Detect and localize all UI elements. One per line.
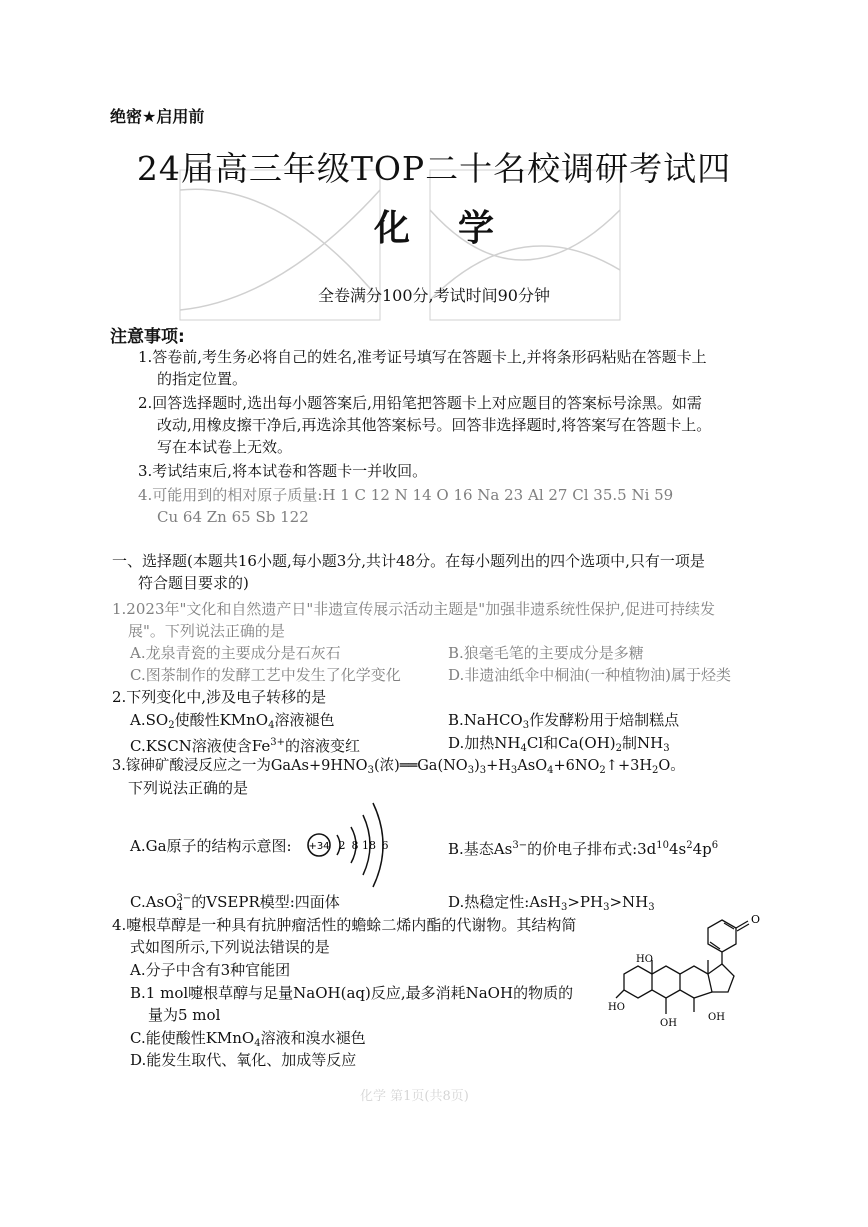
ring-d <box>708 964 734 992</box>
notice-title: 注意事项: <box>110 327 185 347</box>
q1-option-d: D.非遗油纸伞中桐油(一种植物油)属于烃类 <box>448 666 731 684</box>
ring-c <box>680 966 712 998</box>
carbonyl-o-label: O <box>751 913 761 926</box>
q2-option-c: C.KSCN溶液使含$Fe^{3+}$的溶液变红 <box>130 737 361 755</box>
q1-option-c: C.图茶制作的发酵工艺中发生了化学变化 <box>130 666 401 684</box>
section-heading-line-1: 一、选择题(本题共16小题,每小题3分,共计48分。在每小题列出的四个选项中,只有一项是 <box>112 552 705 570</box>
q1-stem-line-1: 1.2023年"文化和自然遗产日"非遗宣传展示活动主题是"加强非遗系统性保护,促进可持续发 <box>112 600 715 618</box>
q1-option-b: B.狼毫毛笔的主要成分是多糖 <box>448 644 644 662</box>
q2-option-a: $A.SO_2$使酸性KMnO$_4$溶液褪色 <box>130 711 335 731</box>
notice-line-4: 改动,用橡皮擦干净后,再选涂其他答案标号。回答非选择题时,将答案写在答题卡上。 <box>157 416 712 434</box>
ring-b <box>652 966 680 998</box>
q4-option-b-line-1: B.1 mol嚏根草醇与足量NaOH(aq)反应,最多消耗NaOH的物质的 <box>130 984 574 1002</box>
notice-line-5: 写在本试卷上无效。 <box>157 438 293 456</box>
shell-count-3: 18 <box>362 839 376 852</box>
hydroxy-label-1: HO <box>636 954 653 965</box>
q2-stem: 2.下列变化中,涉及电子转移的是 <box>112 688 327 706</box>
notice-line-1: 1.答卷前,考生务必将自己的姓名,准考证号填写在答题卡上,并将条形码粘贴在答题卡上 <box>138 348 707 366</box>
notice-line-2: 的指定位置。 <box>157 370 248 388</box>
hellebrigenol-structure-diagram <box>608 908 783 1048</box>
ga-atom-structure-diagram <box>305 795 405 895</box>
q4-stem-line-2: 式如图所示,下列说法错误的是 <box>130 938 330 956</box>
section-heading-line-2: 符合题目要求的) <box>138 574 249 592</box>
hydroxy-label-4: OH <box>660 1018 677 1029</box>
q3-option-c: C.AsO3− 4 的VSEPR模型:四面体 <box>130 893 340 913</box>
lactone-ring <box>708 920 736 952</box>
ring-a <box>624 966 652 998</box>
subject-title: 化学 <box>373 208 542 249</box>
q4-option-b-line-2: 量为5 mol <box>148 1006 221 1024</box>
q2-option-b: B.NaHCO$_3$作发酵粉用于焙制糕点 <box>448 711 680 731</box>
shell-count-4: 6 <box>381 839 389 852</box>
q4-option-a: A.分子中含有3种官能团 <box>130 961 291 979</box>
notice-line-7: 4.可能用到的相对原子质量:H 1 C 12 N 14 O 16 Na 23 Al 27 Cl 35.5 Ni 59 <box>138 486 674 504</box>
exam-title: 24届高三年级TOP二十名校调研考试四 <box>136 149 732 188</box>
q4-option-c: C.能使酸性KMnO$_4$溶液和溴水褪色 <box>130 1029 366 1049</box>
q3-stem-line-1: 3.镓砷矿酸浸反应之一为$GaAs+9HNO_3$(浓)$══Ga(NO_3)_3+H_3AsO_4+6NO_2↑+3H_2O$。 <box>112 758 685 776</box>
notice-line-3: 2.回答选择题时,选出每小题答案后,用铅笔把答题卡上对应题目的答案标号涂黑。如需 <box>138 394 702 412</box>
page-footer: 化学 第1页(共8页) <box>360 1089 469 1104</box>
q3-stem-line-2: 下列说法正确的是 <box>128 779 249 797</box>
hydroxy-label-2: OH <box>708 1012 725 1023</box>
q4-option-d: D.能发生取代、氧化、加成等反应 <box>130 1051 357 1069</box>
q3-option-b: B.基态$As^{3-}$的价电子排布式$:3d^{10}4s^24p^6$ <box>448 840 719 858</box>
q4-stem-line-1: 4.嚏根草醇是一种具有抗肿瘤活性的蟾蜍二烯内酯的代谢物。其结构简 <box>112 916 577 934</box>
q3-option-d: D.热稳定性$:AsH_3>PH_3>NH_3$ <box>448 893 655 913</box>
notice-line-6: 3.考试结束后,将本试卷和答题卡一并收回。 <box>138 462 428 480</box>
confidential-seal: 绝密★启用前 <box>110 107 205 126</box>
shell-count-1: 2 <box>338 839 346 852</box>
q1-option-a: A.龙泉青瓷的主要成分是石灰石 <box>130 644 341 662</box>
q2-option-d: D.加热$NH_4Cl$和$Ca(OH)_2$制$NH_3$ <box>448 734 670 754</box>
shell-count-2: 8 <box>351 839 359 852</box>
q3-option-a: A.Ga原子的结构示意图: <box>130 837 292 855</box>
full-score-note: 全卷满分100分,考试时间90分钟 <box>318 286 550 305</box>
hydroxy-label-3: HO <box>608 1002 625 1013</box>
notice-line-8: Cu 64 Zn 65 Sb 122 <box>157 508 309 526</box>
q1-stem-line-2: 展"。下列说法正确的是 <box>128 622 285 640</box>
nucleus-charge: +34 <box>308 841 330 852</box>
